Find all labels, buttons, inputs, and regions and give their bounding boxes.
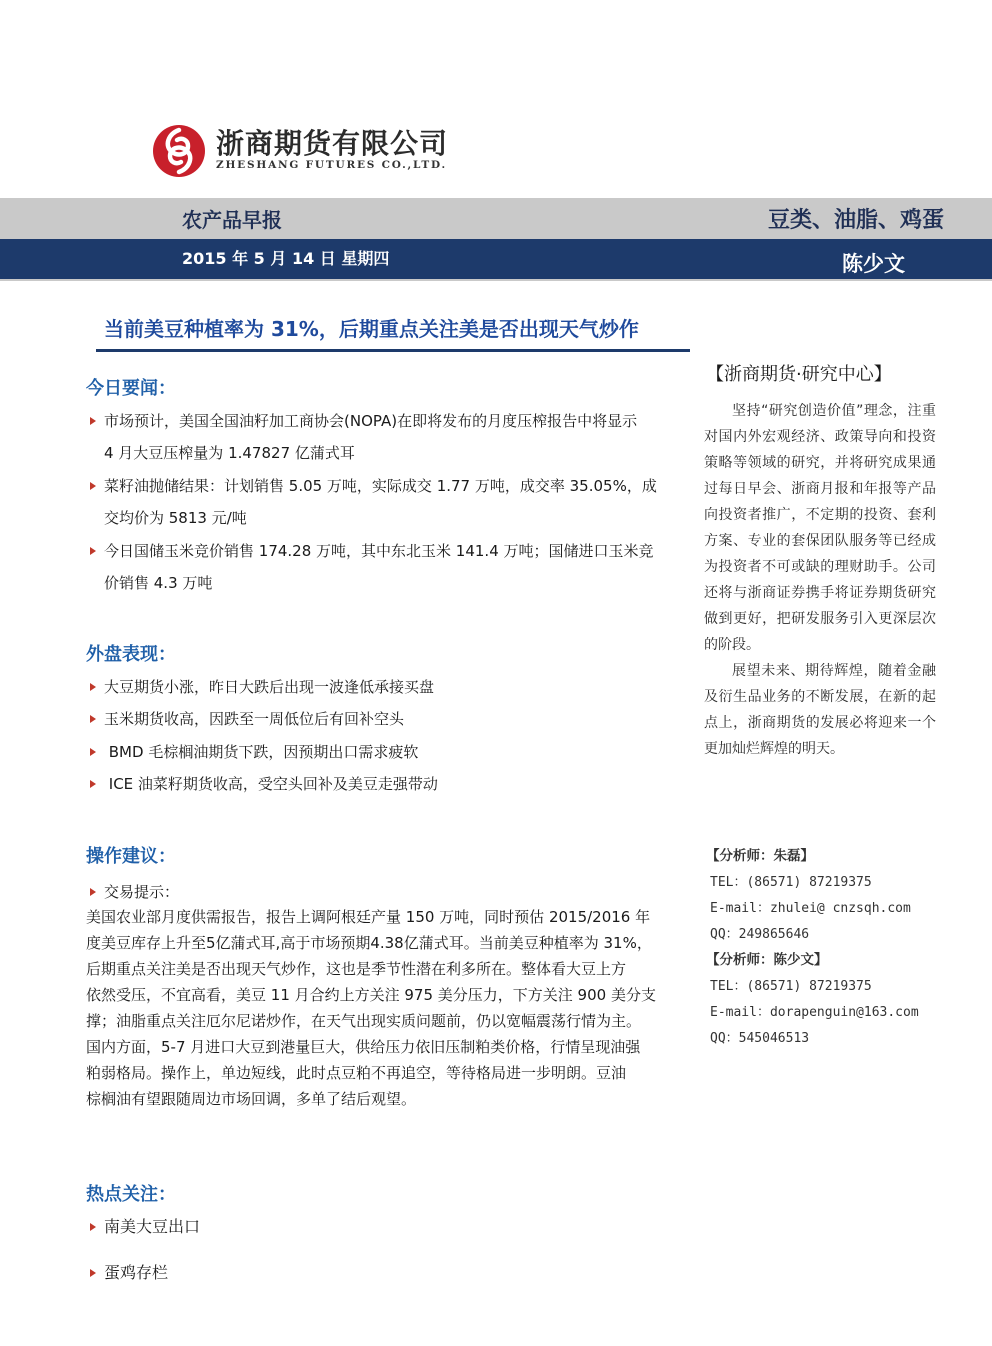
analyst-email[interactable]: E-mail：zhulei@ cnzsqh.com (710, 901, 911, 916)
report-categories: 豆类、油脂、鸡蛋 (767, 208, 944, 233)
analyst-tel: TEL：(86571) 87219375 (710, 875, 872, 890)
bullet-arrow-icon (90, 1223, 96, 1231)
list-item: 大豆期货小涨，昨日大跌后出现一波逢低承接买盘 (104, 671, 694, 703)
company-name-en: ZHESHANG FUTURES CO.,LTD. (216, 159, 447, 171)
list-item: BMD 毛棕榈油期货下跌，因预期出口需求疲软 (104, 736, 694, 768)
list-item: 交易提示： (104, 876, 694, 908)
bullet-arrow-icon (90, 1269, 96, 1277)
bullet-arrow-icon (90, 888, 96, 896)
header-divider (0, 279, 992, 281)
analyst-email[interactable]: E-mail：dorapenguin@163.com (710, 1005, 919, 1020)
bullet-arrow-icon (90, 780, 96, 788)
section-heading-today-news: 今日要闻： (86, 378, 176, 399)
bullet-arrow-icon (90, 683, 96, 691)
sidebar-paragraph: 展望未来、期待辉煌，随着金融及衍生品业务的不断发展，在新的起点上，浙商期货的发展必将迎来一个更加灿烂辉煌的明天。 (704, 663, 936, 757)
section-heading-overseas: 外盘表现： (86, 644, 176, 665)
bullet-arrow-icon (90, 715, 96, 723)
bullet-arrow-icon (90, 547, 96, 555)
bullet-arrow-icon (90, 482, 96, 490)
list-item: 今日国储玉米竞价销售 174.28 万吨，其中东北玉米 141.4 万吨；国储进口玉米竞 价销售 4.3 万吨 (104, 535, 694, 599)
section-heading-advice: 操作建议： (86, 846, 176, 867)
company-logo-icon (152, 124, 206, 178)
sidebar-title: 【浙商期货·研究中心】 (706, 364, 892, 385)
list-item: 市场预计，美国全国油籽加工商协会(NOPA)在即将发布的月度压榨报告中将显示 4 月大豆压榨量为 1.47827 亿蒲式耳 (104, 405, 694, 469)
list-item: 南美大豆出口 (104, 1211, 404, 1243)
list-item: 菜籽油抛储结果：计划销售 5.05 万吨，实际成交 1.77 万吨，成交率 35.05%，成 交均价为 5813 元/吨 (104, 470, 694, 534)
report-date: 2015 年 5 月 14 日 星期四 (182, 249, 390, 268)
list-item: 玉米期货收高，因跌至一周低位后有回补空头 (104, 703, 694, 735)
analyst-heading: 【分析师：陈少文】 (706, 952, 828, 968)
section-heading-hot: 热点关注： (86, 1184, 176, 1205)
company-name-cn: 浙商期货有限公司 (216, 127, 449, 160)
bullet-arrow-icon (90, 748, 96, 756)
bullet-arrow-icon (90, 417, 96, 425)
analyst-tel: TEL：(86571) 87219375 (710, 979, 872, 994)
title-underline (96, 349, 690, 352)
page-title: 当前美豆种植率为 31%，后期重点关注美是否出现天气炒作 (104, 317, 639, 341)
sidebar-paragraph: 坚持“研究创造价值”理念，注重对国内外宏观经济、政策导向和投资策略等领域的研究，并将研究成果通过每日早会、浙商月报和年报等产品向投资者推广，不定期的投资、套利方案、专业的套保团队服务等已经成为投资者不可或缺的理财助手。公司还将与浙商证券携手将证券期货研究做到更好，把研发服务引入更深层次的阶段。 (704, 403, 936, 653)
report-author: 陈少文 (842, 252, 905, 276)
analyst-qq: QQ：249865646 (710, 927, 810, 942)
report-type: 农产品早报 (182, 208, 282, 232)
list-item: 蛋鸡存栏 (104, 1257, 404, 1289)
list-item: ICE 油菜籽期货收高，受空头回补及美豆走强带动 (104, 768, 694, 800)
advice-paragraph: 美国农业部月度供需报告，报告上调阿根廷产量 150 万吨，同时预估 2015/2016 年 度美豆库存上升至5亿蒲式耳,高于市场预期4.38亿蒲式耳。当前美豆种植率为 31%， 后期重点关注美是否出现天气炒作，这也是季节性潜在利多所在。整体看大豆上方 依然受压，不宜高看，美豆 11 月合约上方关注 975 美分压力，下方关注 900 美分支 撑；油脂重点关注厄尔尼诺炒作，在天气出现实质问题前，仍以宽幅震荡行情为主。 国内方面，5-7 月进口大豆到港量巨大，供给压力依旧压制粕类价格，行情呈现油强 粕弱格局。操作上，单边短线，此时点豆粕不再追空，等待格局进一步明朗。豆油 棕榈油有望跟随周边市场回调，多单了结后观望。 (86, 908, 656, 1108)
analyst-qq: QQ：545046513 (710, 1031, 810, 1046)
analyst-heading: 【分析师：朱磊】 (706, 848, 814, 864)
